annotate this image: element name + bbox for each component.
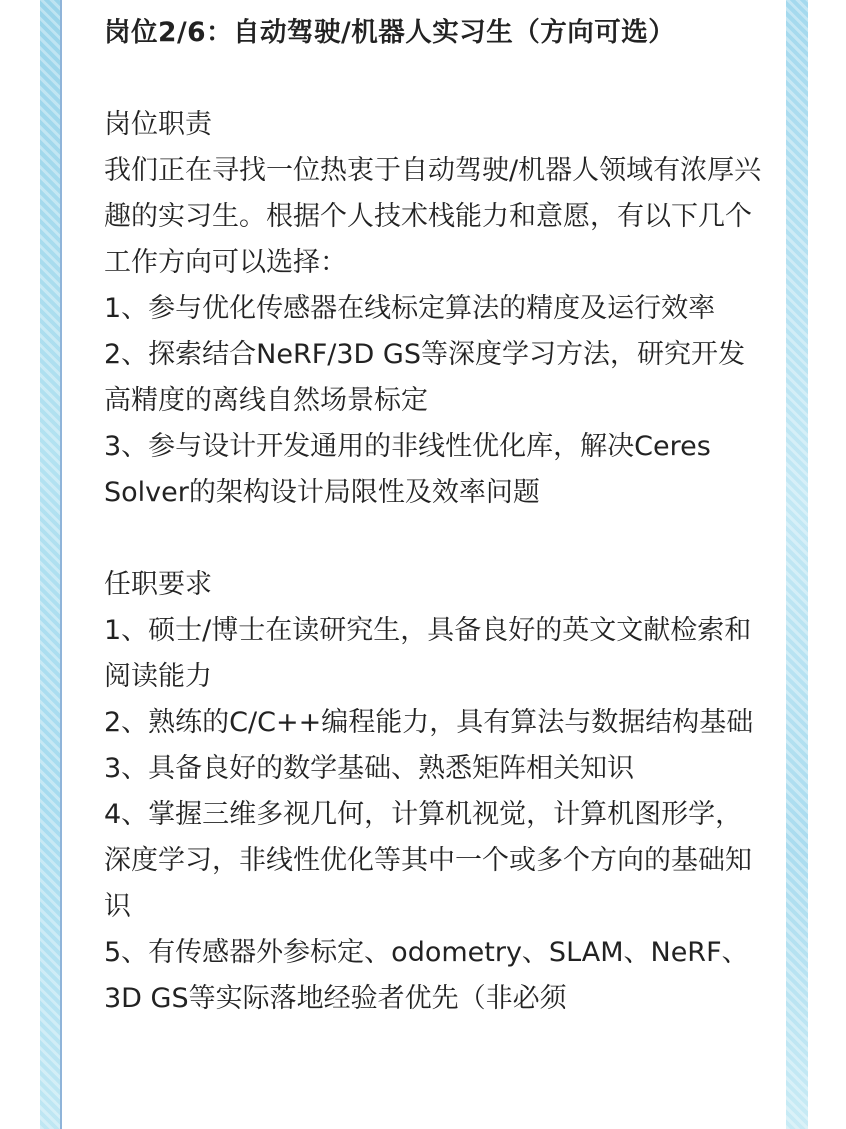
spacer (104, 516, 764, 562)
right-decorative-border (786, 0, 808, 1129)
job-title: 岗位2/6：自动驾驶/机器人实习生（方向可选） (104, 17, 676, 48)
requirement-item: 2、熟练的C/C++编程能力，具有算法与数据结构基础 (104, 707, 754, 738)
content-card (62, 0, 786, 1129)
left-decorative-border (40, 0, 62, 1129)
requirement-item: 5、有传感器外参标定、odometry、SLAM、NeRF、3D GS等实际落地经验者优先（非必须 (104, 937, 749, 1014)
requirement-item: 4、掌握三维多视几何，计算机视觉，计算机图形学，深度学习，非线性优化等其中一个或多个方向的基础知识 (104, 799, 752, 922)
page-margin-right (808, 0, 846, 1129)
page-margin-left (0, 0, 40, 1129)
requirements-heading: 任职要求 (104, 569, 212, 600)
responsibility-item: 1、参与优化传感器在线标定算法的精度及运行效率 (104, 293, 716, 324)
responsibility-item: 2、探索结合NeRF/3D GS等深度学习方法，研究开发高精度的离线自然场景标定 (104, 339, 745, 416)
responsibilities-intro: 我们正在寻找一位热衷于自动驾驶/机器人领域有浓厚兴趣的实习生。根据个人技术栈能力和意愿，有以下几个工作方向可以选择： (104, 155, 762, 278)
responsibilities-section (104, 102, 764, 516)
responsibility-item: 3、参与设计开发通用的非线性优化库，解决Ceres Solver的架构设计局限性及效率问题 (104, 431, 711, 508)
requirement-item: 1、硕士/博士在读研究生，具备良好的英文文献检索和阅读能力 (104, 615, 752, 692)
spacer (104, 56, 764, 102)
requirements-section (104, 562, 764, 1022)
responsibilities-heading: 岗位职责 (104, 109, 212, 140)
requirement-item: 3、具备良好的数学基础、熟悉矩阵相关知识 (104, 753, 635, 784)
